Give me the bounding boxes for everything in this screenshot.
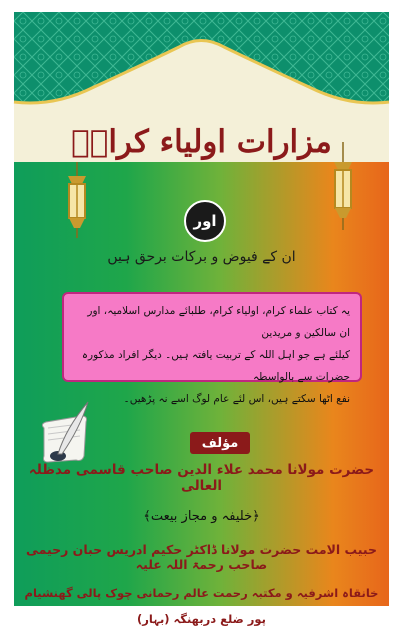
- conjunction-badge: اور: [184, 200, 226, 242]
- lantern-left-icon: [60, 162, 94, 242]
- description-line: نفع اٹھا سکتے ہیں، اس لئے عام لوگ اسے نہ پڑھیں۔: [123, 393, 350, 405]
- quill-scroll-icon: [36, 398, 96, 468]
- author-label: مؤلف: [190, 432, 250, 454]
- khalifa-note: ﴿خلیفہ و مجاز بیعت﴾: [143, 509, 260, 524]
- book-cover: [14, 12, 389, 626]
- book-title: مزارات اولیاء کرامؒ: [71, 124, 332, 160]
- description-line: یہ کتاب علماء کرام، اولیاء کرام، طلبائے مدارس اسلامیہ، اور ان سالکین و مریدین: [87, 305, 350, 339]
- publisher-line: خانقاہ اشرفیہ و مکتبہ رحمت عالم رحمانی چوک پالی گھنشیام پور ضلع دربھنگہ (بہار): [24, 586, 379, 626]
- description-line: کیلئے ہے جو اہل اللہ کے تربیت یافتہ ہیں۔ دیگر افراد مذکورہ حضرات سے بالواسطہ: [81, 349, 350, 383]
- sheikh-name: حبیب الامت حضرت مولانا ڈاکٹر حکیم ادریس حبان رحیمی صاحب رحمۃ اللہ علیہ: [25, 542, 377, 572]
- author-name: حضرت مولانا محمد علاء الدین صاحب قاسمی مدظلہ العالی: [28, 462, 375, 494]
- description-box: [62, 292, 362, 405]
- book-subtitle: ان کے فیوض و برکات برحق ہیں: [107, 249, 296, 265]
